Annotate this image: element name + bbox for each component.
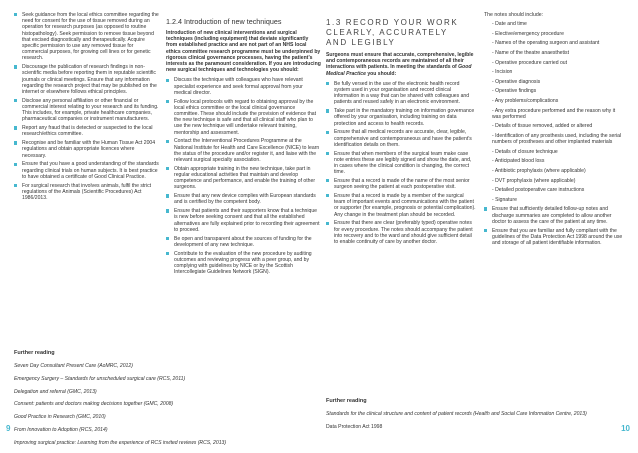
notes-dash-list: [484, 21, 624, 203]
reading-item: Seven Day Consultant Present Care (AoMRC, 2012): [14, 363, 133, 369]
list-item: - Incision: [492, 69, 513, 76]
bullet-icon: [326, 109, 329, 112]
reading-item: Improving surgical practice: Learning from the experience of RCS invited reviews (RCS, 2013): [14, 439, 227, 446]
list-item: Seek guidance from the local ethics committee regarding the need for consent for the use of tissue removed during an operation for research purposes (as opposed to routine histopathology). Seek permission to remove tissue beyond that excised diagnostically and therapeutically. Acquire specific permission to use any removed tissue for commercial purposes, for growing cell lines or for genetic research.: [14, 12, 159, 62]
list-item: - Date and time: [492, 21, 527, 28]
list-item: Be fully versed in the use of the electronic health record system used in your organisation and record clinical information in a way that can be shared with colleagues and patients and reused safely in an electronic environment.: [326, 81, 476, 106]
further-reading-title: Further reading: [326, 398, 367, 404]
list-item: Disclose any personal affiliation or other financial or commercial interest relating to your research and its funding. This includes, for example, private healthcare companies, pharmaceutical companies or instrument manufacturers.: [14, 98, 159, 123]
bullet-icon: [326, 131, 329, 134]
list-item: Report any fraud that is detected or suspected to the local research/ethics committee.: [14, 125, 159, 137]
section-heading-new-techniques: 1.2.4 Introduction of new techniques: [166, 17, 282, 26]
list-item: Ensure that sufficiently detailed follow-up notes and discharge summaries are completed to allow another doctor to assess the care of the patient at any time.: [484, 206, 624, 225]
bullet-icon: [326, 194, 329, 197]
list-item: - Detailed postoperative care instructions: [492, 187, 585, 194]
list-item: Contribute to the evaluation of the new procedure by auditing outcomes and reviewing progress with a peer group, and by complying with guidelines by NICE or by the Scottish Intercollegiate Guidelines Network (SIGN).: [166, 251, 321, 276]
column-3: [326, 12, 476, 248]
list-item: Ensure that a record is made by a member of the surgical team of important events and communications with the patient or supporter (for example, prognosis or potential complication). Any change in the treatment plan should be recorded.: [326, 193, 476, 218]
list-item: - Elective/emergency procedure: [492, 30, 564, 37]
section-intro: Surgeons must ensure that accurate, comprehensive, legible and contemporaneous records are maintained of all their interactions with patients. In meeting the standards of Good Medical Practice you should:: [326, 52, 474, 77]
list-item: Ensure that when members of the surgical team make case note entries these are legibly signed and show the date, and, in cases where the clinical condition is changing, the correct time.: [326, 151, 476, 176]
list-item: Ensure that you have a good understanding of the standards regarding clinical trials on human subjects. It is best practice to have obtained a certificate of Good Clinical Practice.: [14, 161, 159, 180]
list-item: - Operative diagnosis: [492, 78, 541, 85]
bullet-icon: [166, 209, 169, 212]
list-item: - DVT prophylaxis (where applicable): [492, 177, 576, 184]
bullet-icon: [166, 194, 169, 197]
list-item: Discourage the publication of research findings in non-scientific media before reporting them in reputable scientific journals or clinical meetings. Ensure that any information regarding the research project that may be published on the internet or elsewhere follows ethical principles.: [14, 64, 159, 95]
bullet-icon: [14, 141, 17, 144]
list-item: Ensure that all medical records are accurate, clear, legible, comprehensive and contemporaneous and have the patient’s identification details on them.: [326, 129, 476, 148]
list-item: - Details of closure technique: [492, 148, 558, 155]
column-4: [484, 12, 624, 249]
list-item: Follow local protocols with regard to obtaining approval by the local ethics committee or the local clinical governance committee. These should include the provision of evidence that the new technique is safe and that all clinical staff who plan to use the new technique will undertake relevant training, mentorship and assessment.: [166, 99, 321, 136]
bullet-icon: [14, 13, 17, 16]
list-item: For surgical research that involves animals, fulfil the strict regulations of the Animals (Scientific Procedures) Act 1986/2013.: [14, 183, 159, 202]
list-item: - Name of the theatre anaesthetist: [492, 49, 570, 56]
list-item: - Anticipated blood loss: [492, 158, 545, 165]
bullet-icon: [14, 184, 17, 187]
list-item: - Any problems/complications: [492, 97, 559, 104]
reading-item: Standards for the clinical structure and content of patient records (Health and Social Care Information Centre, 2013): [326, 411, 587, 417]
bullet-icon: [166, 100, 169, 103]
list-item: Recognise and be familiar with the Human Tissue Act 2004 regulations and obtain appropriate licences where necessary.: [14, 140, 159, 159]
list-item: Discuss the technique with colleagues who have relevant specialist experience and seek formal approval from your medical director.: [166, 77, 321, 96]
bullet-icon: [326, 222, 329, 225]
page-number-left: 9: [6, 424, 11, 433]
section-heading-records: 1.3 RECORD YOUR WORK CLEARLY, ACCURATELY AND LEGIBLY: [326, 18, 459, 47]
list-item: Ensure that patients and their supporters know that a technique is new before seeking consent and that all the established alternatives are fully explained prior to recording their agreement to proceed.: [166, 208, 321, 233]
reading-item: Data Protection Act 1998: [326, 423, 383, 430]
further-reading-left: [14, 350, 314, 453]
bullet-icon: [166, 167, 169, 170]
list-item: Ensure that you are familiar and fully compliant with the guidelines of the Data Protection Act 1998 around the use and storage of all patient identifiable information.: [484, 228, 624, 247]
list-item: Ensure that a record is made of the name of the most senior surgeon seeing the patient at each postoperative visit.: [326, 178, 476, 190]
further-reading-title: Further reading: [14, 350, 55, 356]
further-reading-right: [326, 398, 636, 437]
list-item: - Antibiotic prophylaxis (where applicable): [492, 167, 586, 174]
list-item: - Signature: [492, 196, 517, 203]
research-bullet-list: [14, 12, 159, 201]
list-item: - Operative findings: [492, 88, 537, 95]
list-item: Take part in the mandatory training on information governance offered by your organisation, including training on data protection and access to health records.: [326, 108, 476, 127]
notes-bullet-list: [484, 206, 624, 246]
bullet-icon: [166, 79, 169, 82]
bullet-icon: [166, 237, 169, 240]
bullet-icon: [484, 207, 487, 210]
list-item: - Operative procedure carried out: [492, 59, 568, 66]
bullet-icon: [14, 126, 17, 129]
bullet-icon: [326, 82, 329, 85]
list-item: Obtain appropriate training in the new technique, take part in regular educational activities that maintain and develop competence and performance, and enable the training of other surgeons.: [166, 166, 321, 191]
list-item: Ensure that there are clear (preferably typed) operative notes for every procedure. The notes should accompany the patient into recovery and to the ward and should give sufficient detail to enable continuity of care by another doctor.: [326, 220, 476, 245]
bullet-icon: [14, 65, 17, 68]
list-item: Ensure that any new device complies with European standards and is certified by the competent body.: [166, 193, 321, 205]
bullet-icon: [14, 163, 17, 166]
list-item: - Any extra procedure performed and the reason why it was performed: [492, 107, 616, 120]
list-item: - Names of the operating surgeon and assistant: [492, 40, 600, 47]
list-item: - Details of tissue removed, added or altered: [492, 123, 593, 130]
section-intro: Introduction of new clinical interventions and surgical techniques (including equipment) that deviate significantly from established practice and are not part of an NHS local ethics committee research programme must be underpinned by rigorous clinical governance processes, having the patient’s interests as the paramount consideration. If you are introducing new surgical techniques and technologies you should:: [166, 30, 321, 74]
reading-item: Good Practice in Research (GMC, 2010): [14, 414, 106, 421]
column-1: [14, 12, 159, 204]
bullet-icon: [484, 229, 487, 232]
reading-item: Emergency Surgery – Standards for unscheduled surgical care (RCS, 2011): [14, 375, 186, 382]
list-item: - Identification of any prosthesis used, including the serial numbers of prostheses and other implanted materials: [492, 132, 622, 146]
list-item: Contact the Interventional Procedures Programme at the National Institute for Health and Care Excellence (NICE) to learn the status of the procedure and/or register it, and liaise with the relevant surgical specialty association.: [166, 138, 321, 163]
bullet-icon: [326, 179, 329, 182]
new-techniques-bullet-list: [166, 77, 321, 275]
reading-item: Consent: patients and doctors making decisions together (GMC, 2008): [14, 401, 174, 408]
bullet-icon: [326, 152, 329, 155]
bullet-icon: [14, 99, 17, 102]
list-item: Be open and transparent about the sources of funding for the development of any new technique.: [166, 236, 321, 248]
reading-item: From Innovation to Adoption (RCS, 2014): [14, 426, 108, 433]
notes-lead: The notes should include:: [484, 12, 544, 18]
bullet-icon: [166, 252, 169, 255]
reading-item: Delegation and referral (GMC, 2013): [14, 388, 97, 395]
page-number-right: 10: [621, 424, 630, 433]
bullet-icon: [166, 140, 169, 143]
column-2: [166, 12, 321, 278]
records-bullet-list: [326, 81, 476, 245]
